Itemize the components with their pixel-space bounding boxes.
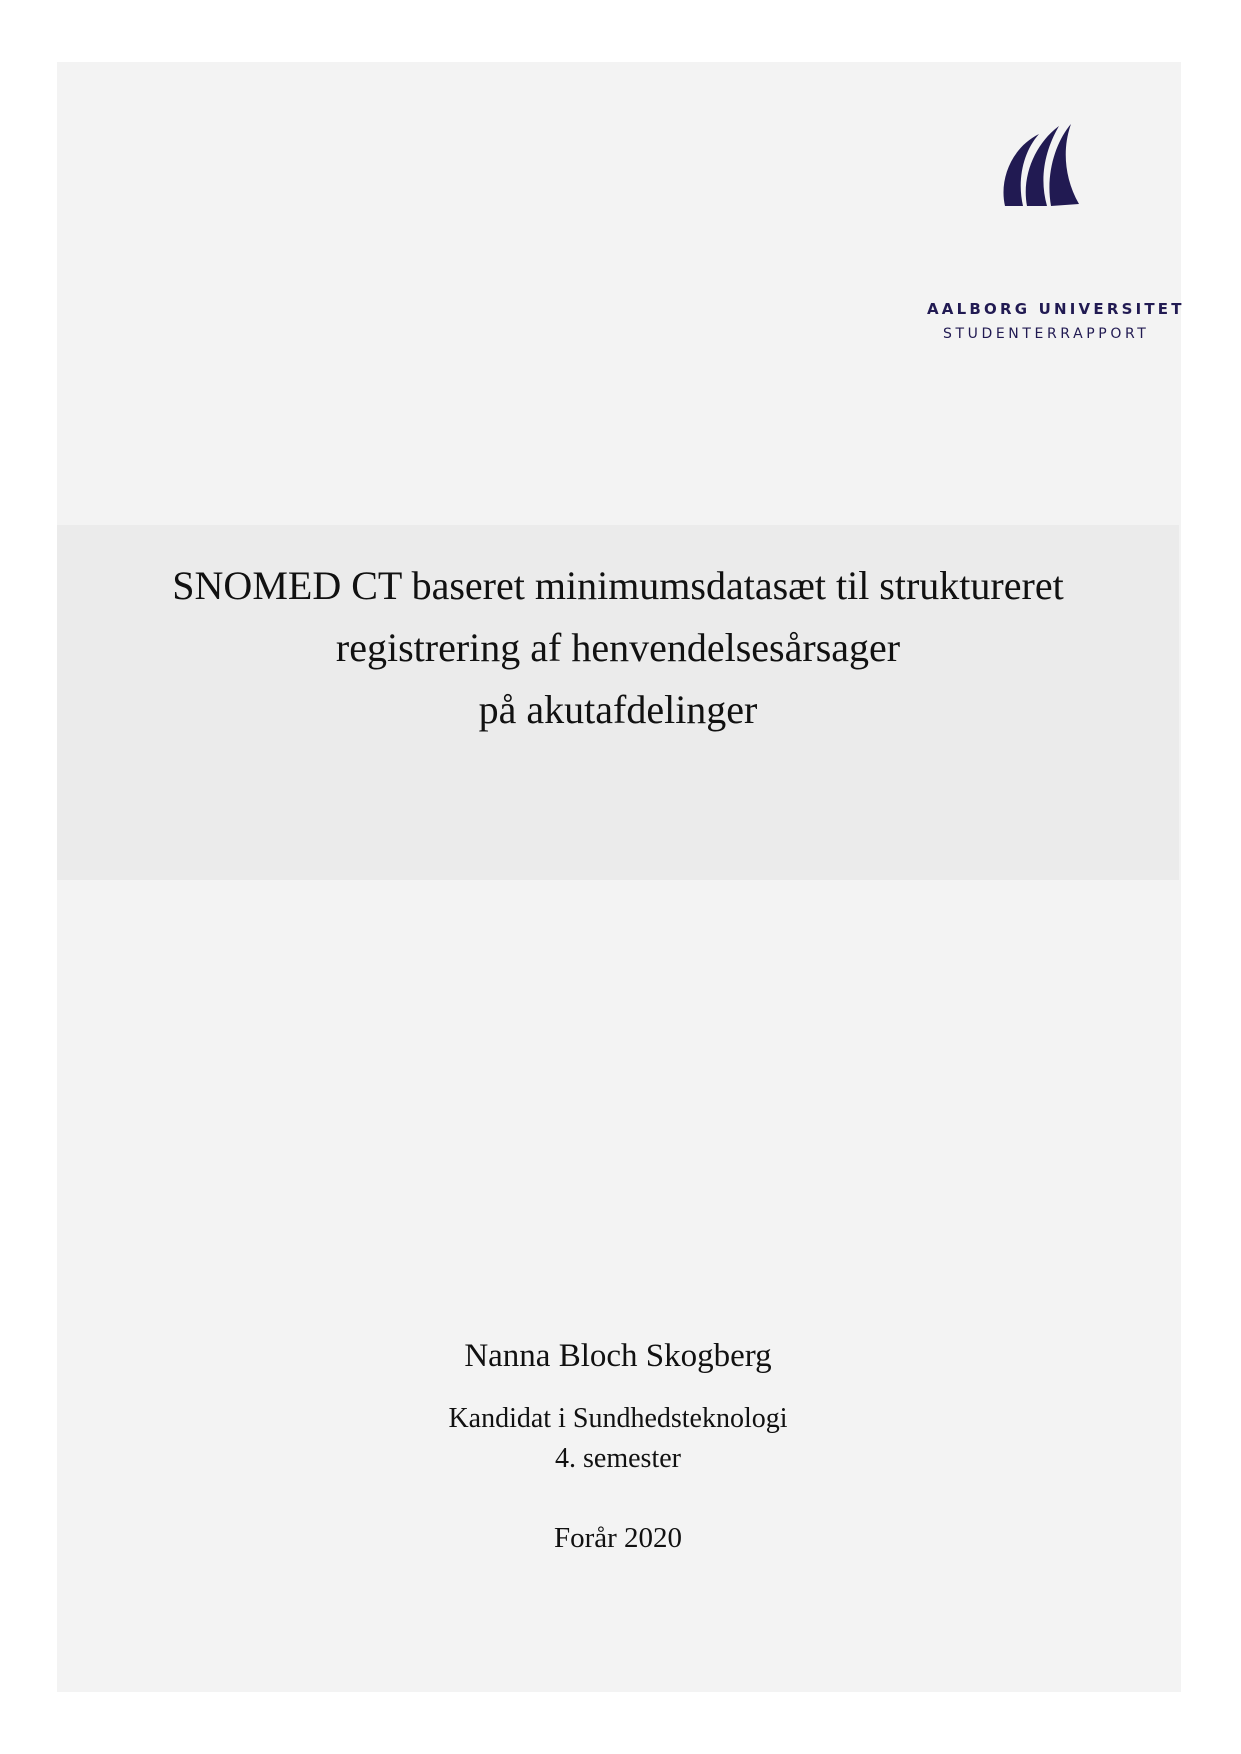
author-name: Nanna Bloch Skogberg bbox=[464, 1338, 772, 1374]
degree-program: Kandidat i Sundhedsteknologi bbox=[448, 1403, 788, 1434]
title-line-1: SNOMED CT baseret minimumsdatasæt til struktureret bbox=[172, 563, 1064, 608]
report-type-label: STUDENTERRAPPORT bbox=[943, 326, 1150, 342]
title-line-2: registrering af henvendelsesårsager bbox=[335, 625, 901, 670]
university-name: AALBORG UNIVERSITET bbox=[927, 300, 1185, 318]
cover-page bbox=[57, 62, 1185, 1692]
report-date: Forår 2020 bbox=[553, 1522, 683, 1554]
semester-label: 4. semester bbox=[555, 1443, 681, 1474]
university-logo bbox=[867, 122, 1185, 342]
aau-wave-logo-icon bbox=[997, 122, 1087, 212]
report-title bbox=[57, 555, 1179, 741]
title-line-3: på akutafdelinger bbox=[478, 687, 758, 732]
